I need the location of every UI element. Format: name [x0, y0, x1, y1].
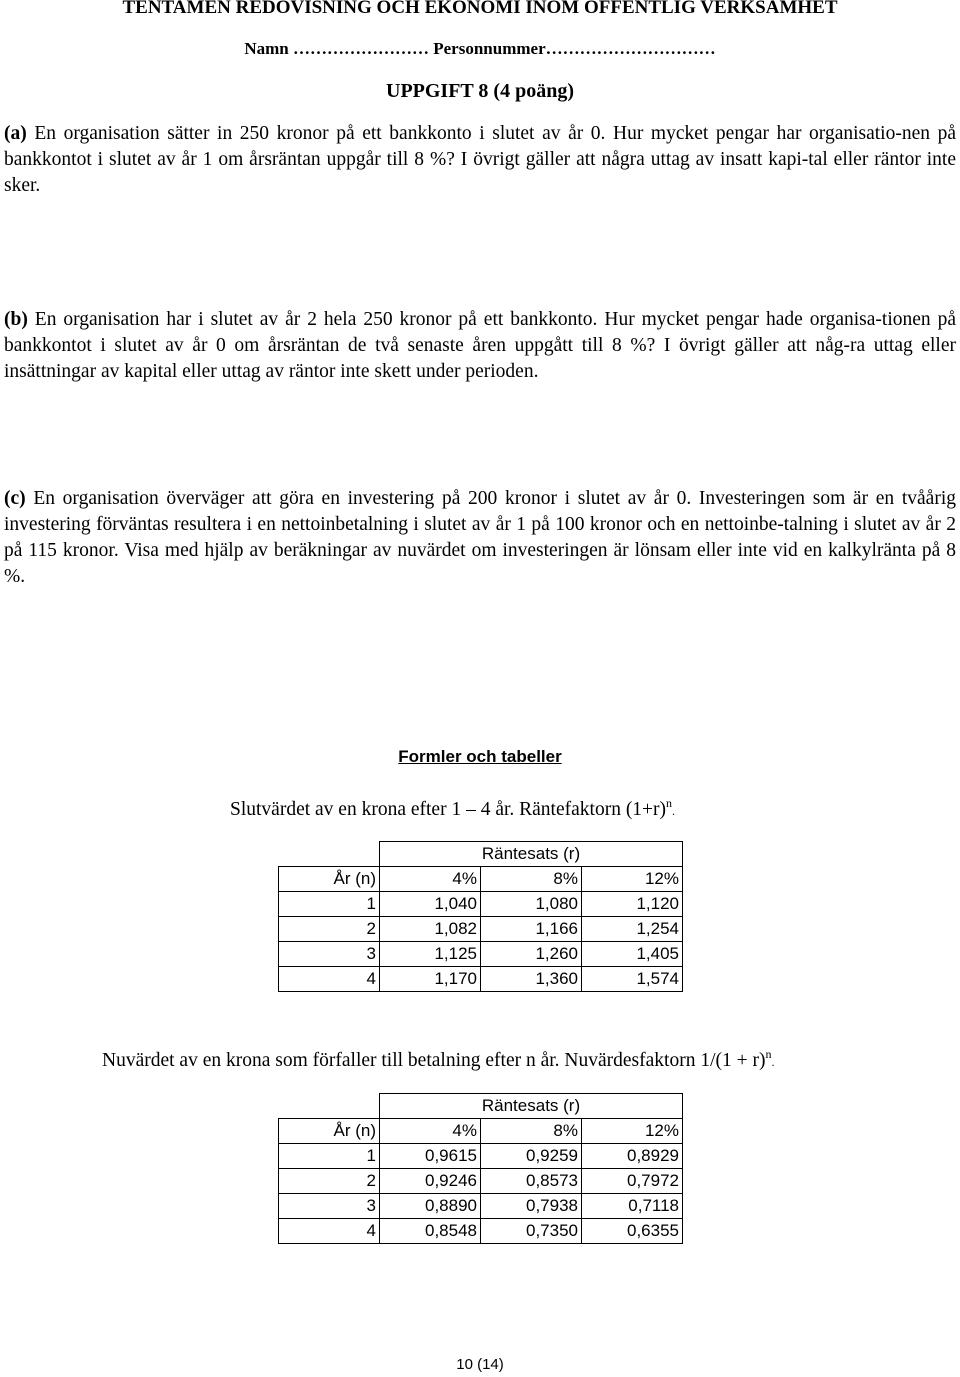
- table-cell: 0,7350: [481, 1219, 582, 1244]
- table-cell: 0,8573: [481, 1169, 582, 1194]
- present-value-caption-text: Nuvärdet av en krona som förfaller till betalning efter n år. Nuvärdesfaktorn 1/(1 + r): [102, 1050, 766, 1071]
- table-cell: 4: [279, 967, 380, 992]
- table-cell: 0,8548: [380, 1219, 481, 1244]
- table-cell: 0,9259: [481, 1144, 582, 1169]
- table-cell: 1,040: [380, 892, 481, 917]
- table-cell: 1,254: [582, 917, 683, 942]
- table-cell: 1,170: [380, 967, 481, 992]
- page-number: 10 (14): [456, 1356, 504, 1373]
- table-cell: 0,7118: [582, 1194, 683, 1219]
- table-cell: 1: [279, 1144, 380, 1169]
- rates-header: Räntesats (r): [380, 842, 683, 867]
- table-cell: 3: [279, 942, 380, 967]
- question-part-b: [4, 307, 956, 385]
- table-cell: 0,6355: [582, 1219, 683, 1244]
- table-row: [279, 1194, 683, 1219]
- present-value-caption: [102, 1042, 774, 1074]
- column-header: 4%: [380, 867, 481, 892]
- future-value-caption-text: Slutvärdet av en krona efter 1 – 4 år. Räntefaktorn (1+r): [230, 799, 667, 820]
- table-cell: 0,9615: [380, 1144, 481, 1169]
- part-a-label: (a): [4, 123, 27, 144]
- part-a-text: En organisation sätter in 250 kronor på ett bankkonto i slutet av år 0. Hur mycket pengar har organisatio-nen på bankkontot i slutet av år 1 om årsräntan uppgår till 8 %? I övrigt gäller att några uttag av insatt kapi-tal eller räntor inte sker.: [4, 123, 956, 196]
- table-cell: 2: [279, 1169, 380, 1194]
- part-b-text: En organisation har i slutet av år 2 hela 250 kronor på ett bankkonto. Hur mycket pengar hade organisa-tionen på bankkontot i slutet av år 0 om årsräntan de två senaste åren uppgått till 8 %? I övrigt gäller att någ-ra uttag eller insättningar av kapital eller uttag av räntor inte skett under perioden.: [4, 309, 956, 382]
- table-row: [279, 892, 683, 917]
- future-value-caption: [230, 791, 675, 823]
- table-row: [279, 1144, 683, 1169]
- table-cell: 1,125: [380, 942, 481, 967]
- column-header: År (n): [279, 1119, 380, 1144]
- column-header: 4%: [380, 1119, 481, 1144]
- table-cell: 3: [279, 1194, 380, 1219]
- table-cell: 2: [279, 917, 380, 942]
- table-blank-cell: [279, 1094, 380, 1119]
- column-header: 12%: [582, 867, 683, 892]
- table-cell: 0,7938: [481, 1194, 582, 1219]
- column-header: 12%: [582, 1119, 683, 1144]
- question-part-c: [4, 486, 956, 590]
- part-b-label: (b): [4, 309, 28, 330]
- part-c-label: (c): [4, 488, 26, 509]
- question-part-a: [4, 121, 956, 199]
- formulas-heading: Formler och tabeller: [398, 747, 562, 766]
- present-value-table: [278, 1093, 683, 1244]
- table-row: [279, 1169, 683, 1194]
- column-header: 8%: [481, 867, 582, 892]
- future-value-caption-end: .: [672, 804, 676, 818]
- table-cell: 1,080: [481, 892, 582, 917]
- table-cell: 0,9246: [380, 1169, 481, 1194]
- table-cell: 0,8890: [380, 1194, 481, 1219]
- table-header-row: [279, 842, 683, 867]
- table-header-row: [279, 1094, 683, 1119]
- table-cell: 1,574: [582, 967, 683, 992]
- table-blank-cell: [279, 842, 380, 867]
- table-row: [279, 917, 683, 942]
- table-column-row: [279, 867, 683, 892]
- table-cell: 1,166: [481, 917, 582, 942]
- rates-header: Räntesats (r): [380, 1094, 683, 1119]
- task-title: UPPGIFT 8 (4 poäng): [386, 80, 574, 102]
- table-row: [279, 967, 683, 992]
- table-cell: 0,8929: [582, 1144, 683, 1169]
- future-value-table: [278, 841, 683, 992]
- table-cell: 1,405: [582, 942, 683, 967]
- exam-title: TENTAMEN REDOVISNING OCH EKONOMI INOM OFFENTLIG VERKSAMHET: [122, 0, 838, 18]
- present-value-caption-end: .: [771, 1055, 775, 1069]
- table-cell: 4: [279, 1219, 380, 1244]
- table-row: [279, 942, 683, 967]
- present-value-caption-exponent: n: [765, 1047, 772, 1061]
- part-c-text: En organisation överväger att göra en investering på 200 kronor i slutet av år 0. Investeringen som är en tvåårig investering förväntas resultera i en nettoinbetalning i slutet av år 1 på 100 kronor och en nettoinbe-talning i slutet av år 2 på 115 kronor. Visa med hjälp av beräkningar av nuvärdet om investeringen är lönsam eller inte vid en kalkylränta på 8 %.: [4, 488, 956, 587]
- table-cell: 1,120: [582, 892, 683, 917]
- table-column-row: [279, 1119, 683, 1144]
- table-cell: 1,260: [481, 942, 582, 967]
- table-row: [279, 1219, 683, 1244]
- column-header: 8%: [481, 1119, 582, 1144]
- table-cell: 1,360: [481, 967, 582, 992]
- future-value-caption-exponent: n: [666, 796, 673, 810]
- table-cell: 0,7972: [582, 1169, 683, 1194]
- table-cell: 1,082: [380, 917, 481, 942]
- name-personnummer-line: Namn …………………… Personnummer…………………………: [244, 39, 716, 58]
- column-header: År (n): [279, 867, 380, 892]
- table-cell: 1: [279, 892, 380, 917]
